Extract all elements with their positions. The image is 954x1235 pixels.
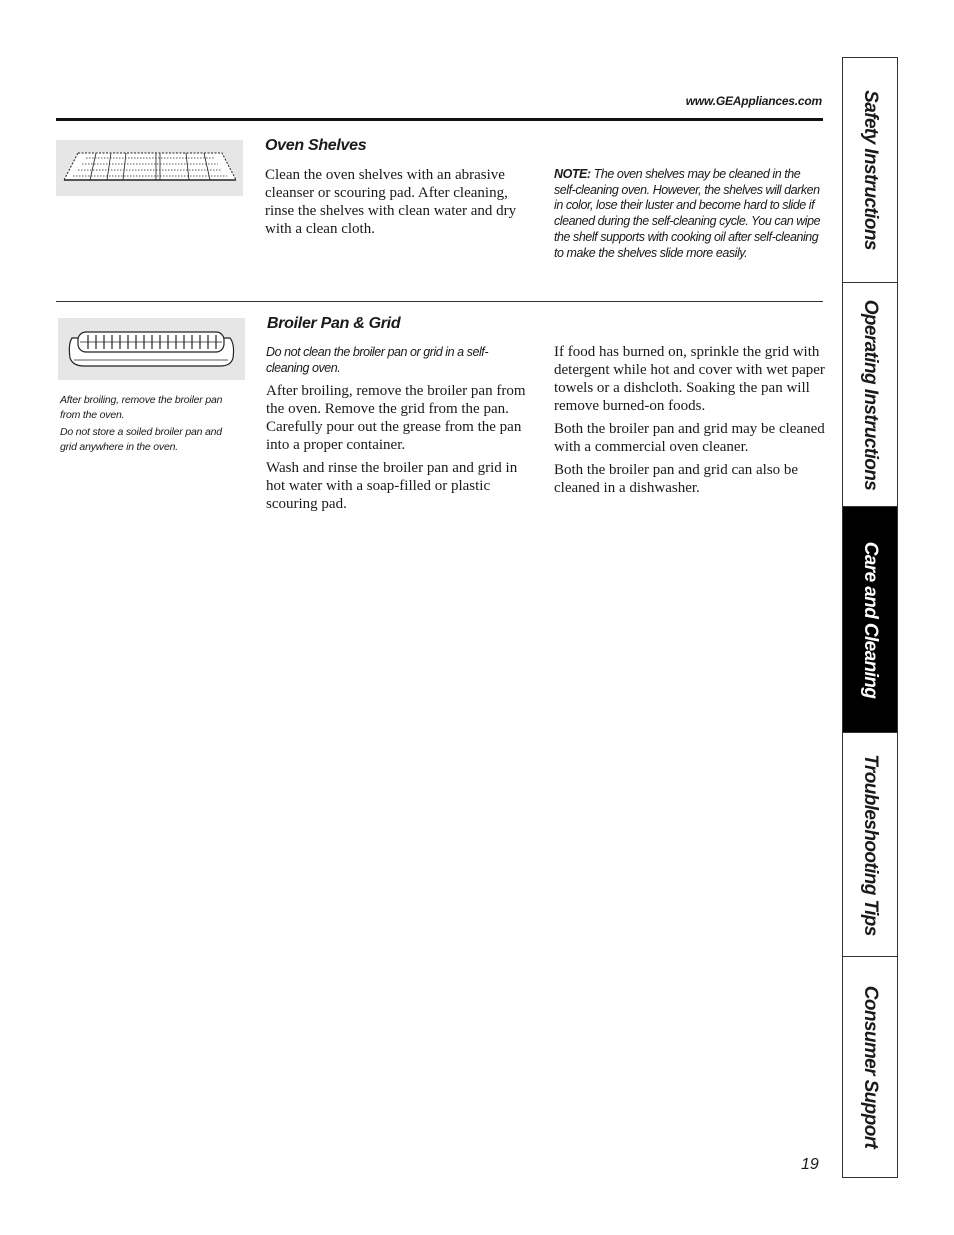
oven-shelves-note: [554, 167, 822, 261]
broiler-paragraph-3: If food has burned on, sprinkle the grid with detergent while hot and cover with wet paper towels or a dishcloth. Soaking the pan will remove burned-on foods.: [554, 344, 825, 414]
broiler-left-column: [266, 382, 538, 518]
tab-safety-instructions[interactable]: [843, 58, 897, 283]
oven-shelf-illustration: [56, 140, 243, 196]
section-divider: [56, 301, 823, 302]
broiler-caption-2: Do not store a soiled broiler pan and grid anywhere in the oven.: [60, 426, 222, 453]
website-url: www.GEAppliances.com: [685, 94, 822, 108]
note-text: The oven shelves may be cleaned in the self-cleaning oven. However, the shelves will darken in color, lose their luster and become hard to slide if cleaned during the self-cleaning cycle. You can wipe the shelf supports with cooking oil after self-cleaning to make the shelves slide more easily.: [554, 167, 821, 260]
broiler-paragraph-4: Both the broiler pan and grid may be cleaned with a commercial oven cleaner.: [554, 421, 825, 455]
broiler-pan-title: Broiler Pan & Grid: [267, 315, 401, 332]
broiler-right-column: [554, 343, 826, 502]
broiler-paragraph-2: Wash and rinse the broiler pan and grid in hot water with a soap-filled or plastic scouring pad.: [266, 460, 518, 512]
oven-shelves-body: [265, 166, 535, 243]
tab-label: Safety Instructions: [860, 90, 881, 250]
oven-shelves-paragraph: Clean the oven shelves with an abrasive cleanser or scouring pad. After cleaning, rinse the shelves with clean water and dry with a clean cloth.: [265, 167, 517, 237]
tab-label: Care and Cleaning: [860, 541, 881, 698]
oven-shelves-title: Oven Shelves: [265, 137, 367, 154]
note-label: NOTE:: [554, 167, 591, 181]
broiler-pan-icon: [58, 318, 245, 380]
section-tabs: [842, 57, 898, 1178]
tab-care-and-cleaning[interactable]: [843, 507, 897, 733]
broiler-paragraph-1: After broiling, remove the broiler pan from the oven. Remove the grid from the pan. Carefully pour out the grease from the pan into a proper container.: [266, 383, 526, 453]
tab-label: Operating Instructions: [860, 299, 881, 490]
broiler-caption-1: After broiling, remove the broiler pan from the oven.: [60, 394, 223, 421]
broiler-caption: [60, 393, 240, 457]
page-number: 19: [801, 1156, 819, 1173]
tab-label: Troubleshooting Tips: [860, 753, 881, 936]
broiler-pan-illustration: [58, 318, 245, 380]
header-rule: [56, 118, 823, 121]
tab-troubleshooting-tips[interactable]: [843, 733, 897, 957]
tab-operating-instructions[interactable]: [843, 283, 897, 507]
tab-label: Consumer Support: [860, 985, 881, 1149]
broiler-paragraph-5: Both the broiler pan and grid can also be cleaned in a dishwasher.: [554, 462, 799, 496]
oven-shelf-icon: [56, 140, 243, 196]
tab-consumer-support[interactable]: [843, 957, 897, 1177]
broiler-warning: Do not clean the broiler pan or grid in a self-cleaning oven.: [266, 345, 489, 375]
